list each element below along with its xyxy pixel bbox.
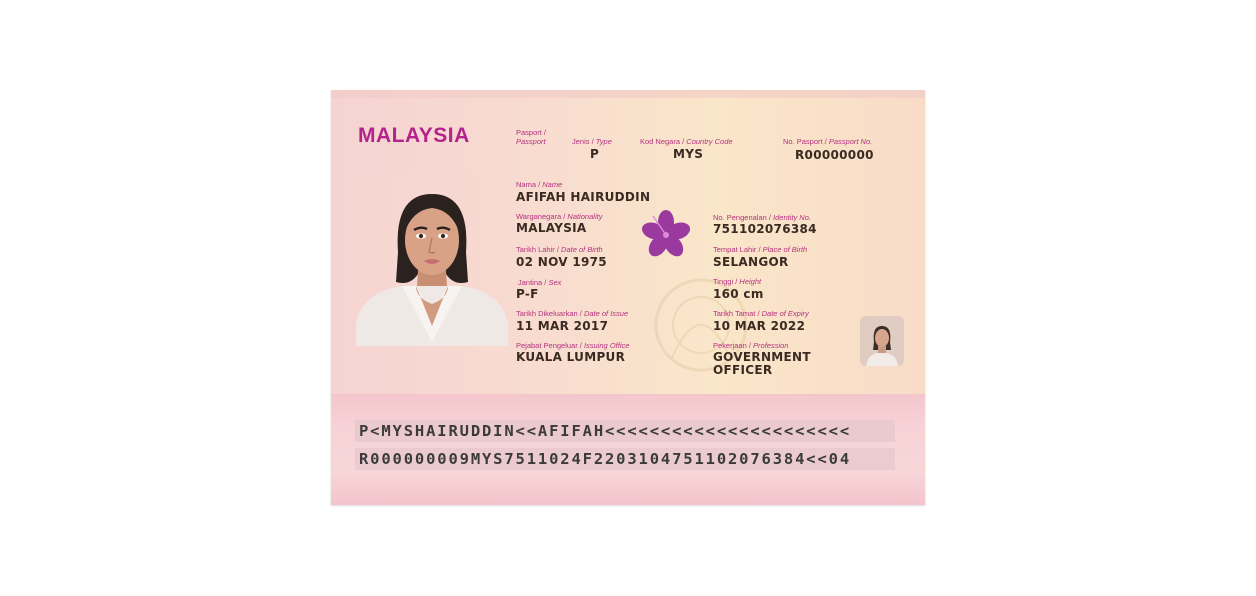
ghost-portrait-icon [860,316,904,366]
country-code-label: Kod Negara / Country Code [640,137,733,146]
issue-date-value: 11 MAR 2017 [516,319,609,333]
issuing-office-value: KUALA LUMPUR [516,350,626,364]
type-label: Jenis / Type [572,137,612,146]
country-code-value: MYS [673,147,704,161]
passport-no-label: No. Pasport / Passport No. [783,137,873,146]
issuing-office-label: Pejabat Pengeluar / Issuing Office [516,341,630,350]
expiry-date-value: 10 MAR 2022 [713,319,806,333]
height-value: 160 cm [713,287,764,301]
passport-card [331,90,925,505]
issue-date-label: Tarikh Dikeluarkan / Date of Issue [516,309,629,318]
name-label: Nama / Name [516,180,563,189]
mrz-line-1: P<MYSHAIRUDDIN<<AFIFAH<<<<<<<<<<<<<<<<<<<<<< [359,422,851,440]
pob-value: SELANGOR [713,255,789,269]
top-band [331,90,925,98]
pob-label: Tempat Lahir / Place of Birth [713,245,808,254]
profession-value-line2: OFFICER [713,363,773,377]
holder-portrait-icon [356,174,508,346]
identity-value: 751102076384 [713,222,817,236]
name-value: AFIFAH HAIRUDDIN [516,190,651,204]
passport-no-value: R00000000 [795,148,874,162]
mrz-line-2: R000000009MYS7511024F2203104751102076384<<04 [359,450,851,468]
nationality-value: MALAYSIA [516,221,587,235]
issuing-country: MALAYSIA [358,124,470,147]
profession-label: Pekerjaan / Profession [713,341,789,350]
identity-label: No. Pengenalan / Identity No. [713,213,811,222]
height-label: Tinggi / Height [713,277,762,286]
expiry-date-label: Tarikh Tamat / Date of Expiry [713,309,809,318]
dob-value: 02 NOV 1975 [516,255,607,269]
sex-label: Jantina / Sex [518,278,562,287]
type-value: P [590,147,600,161]
nationality-label: Warganegara / Nationality [516,212,603,221]
passport-label: Pasport / Passport [516,128,547,146]
sex-value: P-F [516,287,539,301]
dob-label: Tarikh Lahir / Date of Birth [516,245,603,254]
hibiscus-icon [637,210,695,260]
mrz-zone [331,394,925,505]
profession-value-line1: GOVERNMENT [713,350,811,364]
